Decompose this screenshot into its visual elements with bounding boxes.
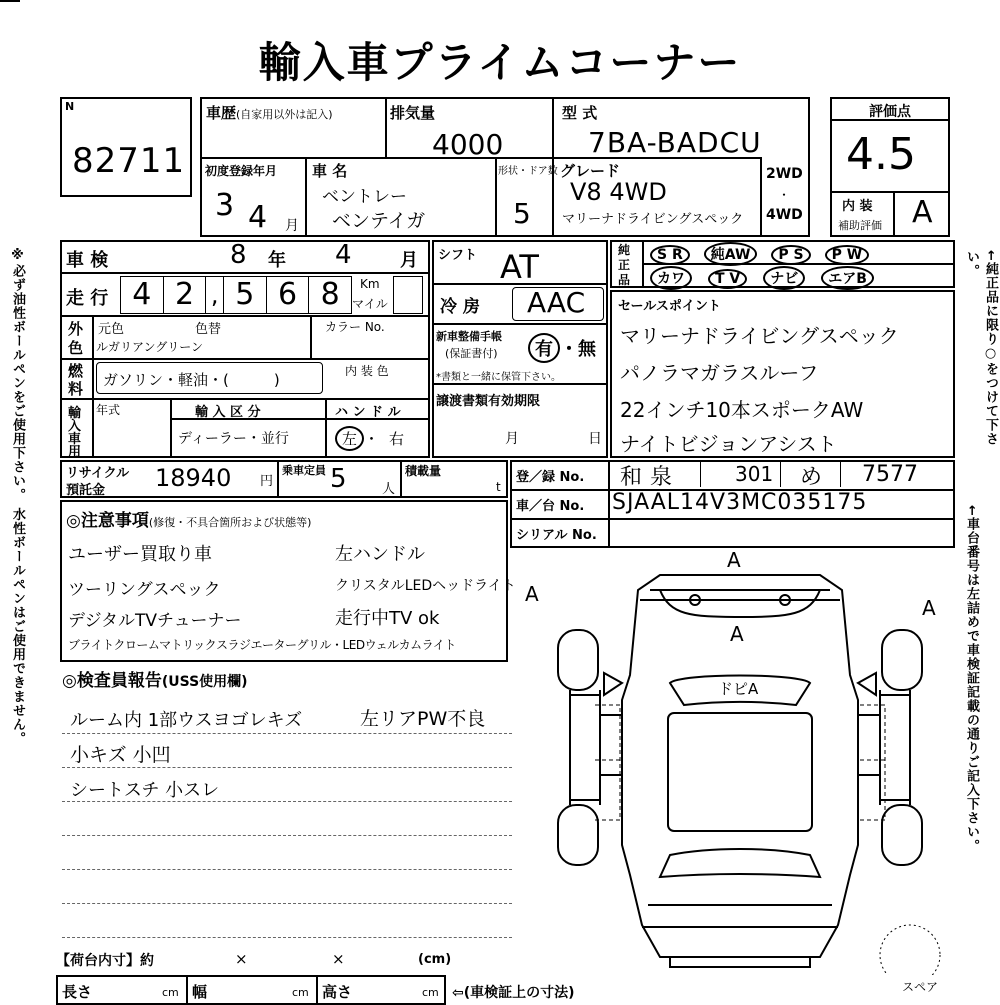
cargo-height-cm: cm [422,986,439,999]
inspector-line: シートスチ 小スレ [70,780,220,801]
equip-row2 [650,266,874,290]
car-wheel-rl [558,805,598,865]
import-label-3: 車 [68,432,82,447]
recycle-label-2: 預託金 [66,483,106,498]
handle-options [335,426,404,451]
diagram-mark: A [727,548,741,572]
diagram-mark: A [922,596,936,620]
doors-label: 形状・ドア数 [498,166,558,177]
diagram-mark: A [730,622,744,646]
serial-no-label: シリアル No. [516,528,597,543]
side-note-right-2: ←車台番号は左詰めで車検証記載の通りご記入下さい。 [964,505,979,853]
fuel-label-1: 燃 [68,362,84,380]
import-label-2: 入 [68,419,82,434]
aircon-value: AAC [527,286,586,319]
registration-area: 和泉 [620,465,681,490]
sales-point-item: パノラマガラスルーフ [620,361,819,385]
drive-4wd: 4WD [766,207,803,223]
car-wheel-rr [882,805,922,865]
model-label: 型 式 [562,104,598,122]
grade-line1: V8 4WD [570,178,667,206]
equip-label-2: 正 [618,258,631,272]
mileage-digit: 4 [121,277,164,313]
shift-value: AT [500,248,539,286]
doors-value: 5 [513,197,531,230]
service-book-yes: 有 [528,333,560,363]
fuel-options-box [96,362,323,394]
exterior-orig-label: 元色 [98,322,125,337]
cargo-x2: × [332,950,345,968]
mileage-unit-km: Km [360,277,380,291]
side-note-right-1: ←純正品に限り○をつけて下さい。 [964,250,998,446]
cargo-dims-table [56,975,446,1005]
note-item: ブライトクロームマトリックスラジエーターグリル・LEDウェルカムライト [68,638,456,652]
car-hood [640,590,840,600]
lot-number: 82711 [72,141,186,181]
fuel-options: ガソリン・軽油・( ) [103,371,280,389]
transfer-doc-month: 月 [505,431,519,447]
car-right-mirror [858,673,876,695]
page-title: 輸入車プライムコーナー [258,38,742,87]
registration-serial: 7577 [862,462,918,487]
capacity-unit: 人 [382,482,396,497]
lot-label: N [65,100,75,113]
rating-label: 評価点 [869,104,911,120]
recycle-unit: 円 [260,474,274,489]
displacement-value: 4000 [432,128,504,161]
handle-sep: ・ [364,430,380,448]
exterior-label-2: 色 [68,339,84,357]
equip-ps: P S [771,245,810,265]
car-name-line2: ベンテイガ [332,210,426,232]
grade-line2: マリーナドライビングスペック [562,212,744,227]
aircon-value-box [512,287,604,321]
interior-value: A [912,195,933,230]
inspection-month-unit: 月 [400,250,418,271]
mileage-digits [120,276,352,314]
note-item: クリスタルLEDヘッドライト [335,578,516,594]
service-book-note: *書類と一緒に保管下さい。 [436,372,561,383]
diagram-mark: A [525,582,539,606]
transfer-doc-day: 日 [588,431,602,447]
equip-label-3: 品 [618,273,631,287]
equip-label-1: 純 [618,243,631,257]
mileage-digit: 2 [164,277,207,313]
mileage-sep: , [210,281,219,309]
car-name-line1: ベントレー [322,187,407,207]
first-reg-label: 初度登録年月 [205,164,278,178]
history-label: 車歴(自家用以外は記入) [206,104,333,122]
car-wheel-fr [882,630,922,690]
chassis-value: SJAAL14V3MC035175 [612,490,868,515]
model-value: 7BA-BADCU [588,126,762,159]
equip-row1 [650,242,869,266]
import-year-label: 年式 [96,403,121,417]
mileage-unit-mile: マイル [352,297,388,311]
inspection-year: 8 [230,240,247,270]
interior-label: 内 装 [842,199,873,214]
first-reg-month: 4 [248,200,268,235]
first-reg-month-unit: 月 [285,218,299,234]
sales-points-box [610,290,955,458]
recycle-label: リサイクル [66,466,130,481]
load-unit: t [496,480,501,494]
mileage-digit: 5 [223,277,267,313]
cargo-unit: (cm) [418,952,452,967]
exterior-color-value: ルガリアングリーン [96,340,204,354]
import-type-label: 輸 入 区 分 [195,405,261,420]
exterior-label-1: 外 [68,320,84,338]
handle-right: 右 [389,430,405,448]
import-type-value: ディーラー・並行 [178,431,289,447]
service-book-label: 新車整備手帳 [436,330,502,343]
equip-tv: T V [708,269,747,289]
corner-mark [0,0,20,2]
cargo-arrow-note: ⇦(車検証上の寸法) [452,985,575,1001]
car-wheel-fl [558,630,598,690]
sales-point-item: マリーナドライビングスペック [620,324,899,348]
recycle-value: 18940 [155,464,232,492]
service-book-no: 無 [578,339,596,360]
cargo-length-cm: cm [162,986,179,999]
capacity-label: 乗車定員 [282,464,326,477]
handle-left: 左 [335,426,364,451]
registration-kana: め [800,465,823,490]
equip-leather: カワ [650,266,692,290]
load-label: 積載量 [405,464,442,478]
inspection-month: 4 [335,240,352,270]
rating-value: 4.5 [846,129,916,180]
sales-point-item: ナイトビジョンアシスト [620,432,837,456]
inspection-year-unit: 年 [268,250,286,271]
interior-color-label: 内 装 色 [345,364,389,378]
lot-box [60,97,192,197]
mileage-extra-box [393,276,423,314]
service-book-sub: (保証書付) [445,347,498,360]
note-item: デジタルTVチューナー [68,611,242,631]
cargo-label: 【荷台内寸】約 [56,953,154,969]
equip-pw: P W [825,245,870,265]
side-note-left: ※必ず油性ボールペンをご使用下さい。 水性ボールペンはご使用できません。 [10,248,25,746]
cargo-height-label: 高さ [322,983,353,1001]
mileage-digit: 6 [267,277,310,313]
note-item: 左ハンドル [335,544,425,565]
interior-sub: 補助評価 [838,219,882,232]
import-label-1: 輸 [68,406,82,421]
note-item: 走行中TV ok [335,608,440,629]
sales-points-label: セールスポイント [618,299,721,314]
diagram-mark: ドピA [718,680,759,698]
cargo-width-label: 幅 [192,983,208,1001]
spare-label: スペア [902,980,939,994]
mileage-digit: 8 [320,277,340,312]
drive-2wd: 2WD [766,166,803,182]
inspector-line: 左リアPW不良 [360,708,486,730]
inspection-label: 車 検 [66,250,109,271]
equip-airbag: エアB [821,266,874,290]
grade-label: グレード [560,162,621,180]
equip-aw: 純AW [704,242,758,266]
cargo-width-cm: cm [292,986,309,999]
note-item: ユーザー買取り車 [68,544,212,565]
inspector-label: ◎検査員報告(USS使用欄) [62,671,248,691]
inspector-line: 小キズ 小凹 [70,744,171,766]
car-roof [668,713,812,831]
registration-label: 登／録 No. [516,470,585,485]
spare-tire-circle [880,925,940,975]
import-label-4: 用 [68,445,82,460]
exterior-color-no-label: カラー No. [325,320,385,334]
service-book-sep: ・ [560,339,578,360]
aircon-label: 冷 房 [440,297,480,317]
car-diagram [520,555,960,975]
displacement-label: 排気量 [390,104,436,122]
shift-label: シフト [438,248,478,263]
service-book-options [528,333,596,363]
chassis-label: 車／台 No. [516,499,585,514]
capacity-value: 5 [330,464,347,494]
note-item: ツーリングスペック [68,580,221,600]
cargo-x1: × [235,950,248,968]
fuel-label-2: 料 [68,380,84,398]
car-rear-window [660,849,820,877]
equip-navi: ナビ [763,266,805,290]
notes-label: ◎注意事項(修復・不具合箇所および状態等) [66,511,312,531]
handle-label: ハ ン ド ル [335,405,401,420]
mileage-label: 走 行 [66,288,109,309]
registration-number: 301 [735,462,774,486]
sales-point-item: 22インチ10本スポークAW [620,398,864,422]
equip-sr: S R [650,245,690,265]
car-name-label: 車 名 [312,162,348,180]
cargo-length-label: 長さ [62,983,93,1001]
drive-sep: ・ [778,188,791,202]
transfer-doc-label: 譲渡書類有効期限 [436,394,541,409]
car-left-mirror [604,673,622,695]
exterior-repaint-label: 色替 [195,322,222,337]
first-reg-year: 3 [215,188,235,223]
inspector-line: ルーム内 1部ウスヨゴレキズ [70,710,303,731]
